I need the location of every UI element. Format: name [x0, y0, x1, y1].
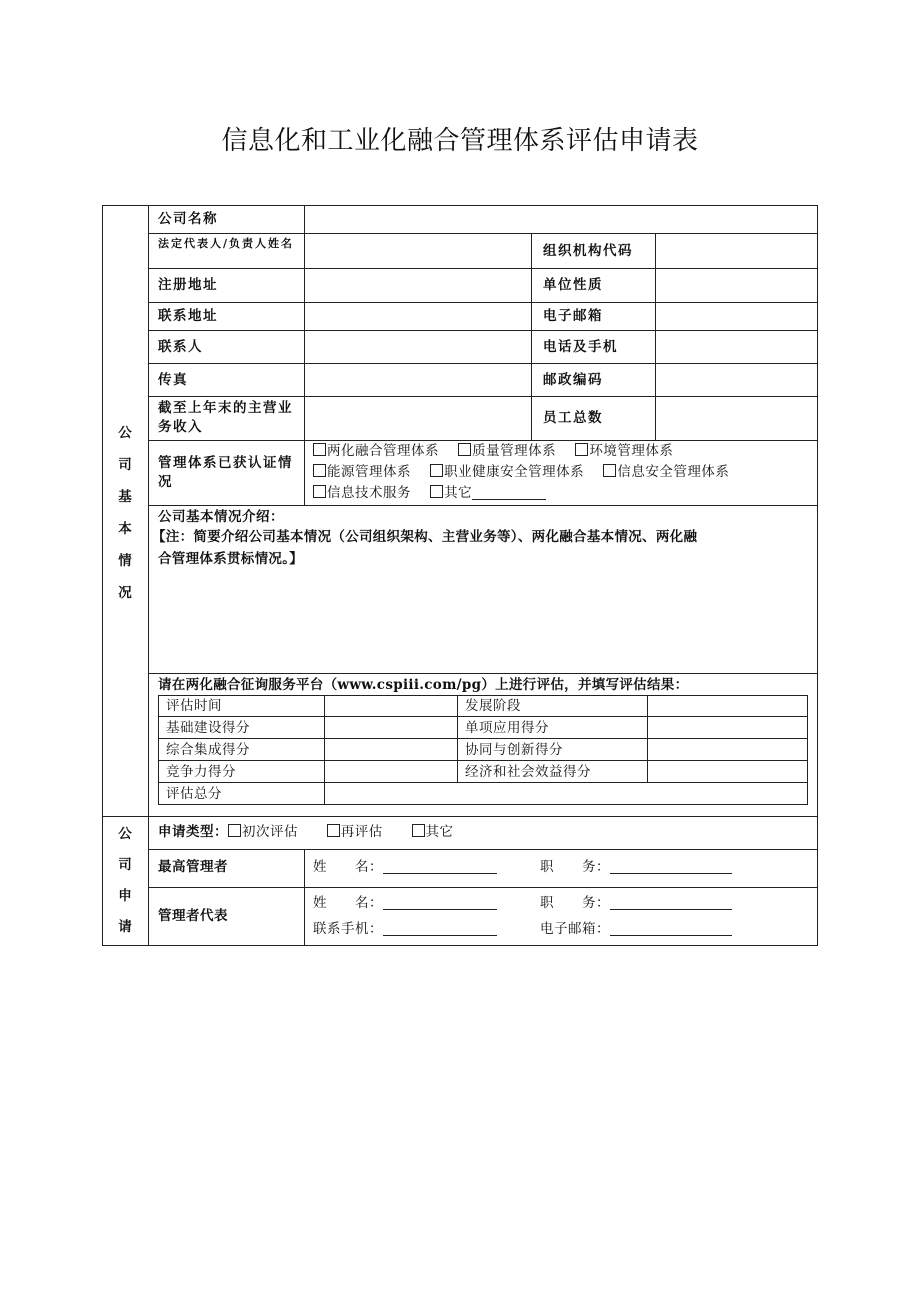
checkbox[interactable]	[412, 824, 425, 837]
apply-type-option-label: 再评估	[340, 824, 383, 840]
eval-total-label: 评估总分	[166, 786, 222, 802]
side-char: 基	[118, 489, 132, 505]
mgmt-rep-name	[313, 894, 497, 913]
name-label: 姓 名：	[313, 895, 383, 911]
cert-option-label: 质量管理体系	[472, 443, 557, 459]
label-contact-address: 联系地址	[158, 308, 218, 324]
checkbox[interactable]	[575, 443, 588, 456]
label-top-manager: 最高管理者	[158, 859, 228, 875]
label-certs: 管理体系已获认证情况	[158, 455, 293, 490]
mgmt-rep-email-input[interactable]	[610, 921, 732, 936]
cert-option-label: 信息安全管理体系	[617, 464, 730, 480]
intro-note-line1: 【注：简要介绍公司基本情况（公司组织架构、主营业务等）、两化融合基本情况、两化融	[152, 529, 698, 545]
label-postcode: 邮政编码	[543, 372, 603, 388]
page-title: 信息化和工业化融合管理体系评估申请表	[221, 126, 699, 156]
side-char: 请	[118, 919, 132, 935]
apply-type-option-label: 初次评估	[242, 824, 298, 840]
mgmt-rep-email	[540, 920, 732, 939]
employees-input[interactable]	[656, 397, 817, 440]
integration-score-input[interactable]	[325, 739, 457, 760]
intro-label: 公司基本情况介绍：	[158, 509, 284, 525]
label-org-code: 组织机构代码	[543, 243, 633, 259]
label-unit-nature: 单位性质	[543, 277, 603, 293]
label-reg-address: 注册地址	[158, 277, 218, 293]
side-char: 公	[118, 826, 132, 842]
cert-option-label: 职业健康安全管理体系	[444, 464, 585, 480]
checkbox[interactable]	[313, 464, 326, 477]
cert-row-3	[313, 484, 546, 503]
cert-option-label: 其它	[444, 485, 473, 501]
divider	[531, 233, 532, 440]
eval-label: 单项应用得分	[465, 720, 549, 736]
apply-type-option[interactable]	[412, 824, 454, 840]
label-email: 电子邮箱	[543, 308, 603, 324]
checkbox[interactable]	[313, 443, 326, 456]
label-mgmt-rep: 管理者代表	[158, 908, 228, 924]
unit-nature-input[interactable]	[656, 269, 817, 302]
mgmt-rep-mobile-input[interactable]	[383, 921, 497, 936]
divider	[148, 849, 818, 850]
cert-option[interactable]	[458, 443, 556, 459]
divider	[148, 673, 818, 674]
revenue-input[interactable]	[305, 397, 531, 440]
label-contact-person: 联系人	[158, 339, 203, 355]
side-char: 情	[118, 553, 132, 569]
cert-option[interactable]	[313, 443, 439, 459]
competitiveness-score-input[interactable]	[325, 761, 457, 782]
section-label-company-apply	[102, 819, 148, 943]
phone-input[interactable]	[656, 331, 817, 363]
top-manager-position-input[interactable]	[610, 859, 732, 874]
checkbox[interactable]	[313, 485, 326, 498]
total-score-input[interactable]	[325, 783, 808, 805]
divider	[457, 695, 458, 782]
eval-label: 协同与创新得分	[465, 742, 563, 758]
intro-note-line2: 合管理体系贯标情况。】	[158, 551, 304, 567]
apply-type-option[interactable]	[228, 824, 298, 840]
intro-textarea[interactable]	[150, 572, 816, 672]
cert-option[interactable]	[313, 485, 411, 501]
mgmt-rep-position-input[interactable]	[610, 895, 732, 910]
cert-option-label: 两化融合管理体系	[327, 443, 439, 459]
side-char: 本	[118, 521, 132, 537]
mobile-label: 联系手机：	[313, 921, 383, 937]
divider	[102, 816, 818, 817]
contact-person-input[interactable]	[305, 331, 531, 363]
cert-option-label: 信息技术服务	[327, 485, 411, 501]
cert-option[interactable]	[575, 443, 673, 459]
side-char: 申	[118, 888, 132, 904]
single-app-score-input[interactable]	[648, 717, 808, 738]
eval-label: 评估时间	[166, 698, 222, 714]
postcode-input[interactable]	[656, 364, 817, 396]
eval-instruction: 请在两化融合征询服务平台（www.cspiii.com/pg）上进行评估，并填写评估结果：	[158, 677, 689, 693]
email-input[interactable]	[656, 303, 817, 330]
infra-score-input[interactable]	[325, 717, 457, 738]
org-code-input[interactable]	[656, 234, 817, 268]
apply-type-row	[158, 823, 454, 842]
benefit-score-input[interactable]	[648, 761, 808, 782]
dev-stage-input[interactable]	[648, 696, 808, 716]
mgmt-rep-name-input[interactable]	[383, 895, 497, 910]
cert-row-1	[313, 442, 673, 461]
divider	[148, 205, 149, 946]
position-label: 职 务：	[540, 859, 610, 875]
position-label: 职 务：	[540, 895, 610, 911]
cert-row-2	[313, 463, 729, 482]
divider	[148, 440, 818, 441]
cert-option-other[interactable]	[430, 485, 546, 501]
label-phone: 电话及手机	[543, 339, 618, 355]
divider	[304, 849, 305, 946]
cert-option[interactable]	[430, 464, 584, 480]
apply-type-option[interactable]	[327, 824, 383, 840]
divider	[148, 505, 818, 506]
checkbox[interactable]	[430, 485, 443, 498]
apply-type-option-label: 其它	[425, 824, 454, 840]
eval-label: 基础建设得分	[166, 720, 250, 736]
name-label: 姓 名：	[313, 859, 383, 875]
top-manager-position	[540, 858, 732, 877]
label-employees: 员工总数	[543, 410, 603, 426]
label-fax: 传真	[158, 372, 188, 388]
mgmt-rep-mobile	[313, 920, 497, 939]
eval-label: 经济和社会效益得分	[465, 764, 591, 780]
contact-address-input[interactable]	[305, 303, 531, 330]
fax-input[interactable]	[305, 364, 531, 396]
other-cert-input[interactable]	[472, 485, 546, 500]
company-name-input[interactable]	[305, 206, 817, 233]
checkbox[interactable]	[430, 464, 443, 477]
eval-label: 综合集成得分	[166, 742, 250, 758]
innovation-score-input[interactable]	[648, 739, 808, 760]
email-label: 电子邮箱：	[540, 921, 610, 937]
eval-label: 发展阶段	[465, 698, 521, 714]
cert-option[interactable]	[313, 464, 411, 480]
checkbox[interactable]	[228, 824, 241, 837]
checkbox[interactable]	[327, 824, 340, 837]
eval-label: 竞争力得分	[166, 764, 236, 780]
top-manager-name	[313, 858, 497, 877]
reg-address-input[interactable]	[305, 269, 531, 302]
label-legal-rep: 法定代表人/负责人姓名	[158, 237, 295, 250]
apply-type-label: 申请类型：	[158, 824, 228, 840]
checkbox[interactable]	[603, 464, 616, 477]
checkbox[interactable]	[458, 443, 471, 456]
legal-rep-input[interactable]	[305, 234, 531, 268]
side-char: 司	[118, 857, 132, 873]
label-revenue: 截至上年末的主营业务收入	[158, 400, 293, 435]
side-char: 司	[118, 457, 132, 473]
label-company-name: 公司名称	[158, 211, 218, 227]
divider	[148, 887, 818, 888]
mgmt-rep-position	[540, 894, 732, 913]
section-label-company-info	[102, 417, 148, 609]
cert-option-label: 环境管理体系	[589, 443, 674, 459]
side-char: 公	[118, 425, 132, 441]
eval-time-input[interactable]	[325, 696, 457, 716]
top-manager-name-input[interactable]	[383, 859, 497, 874]
cert-option-label: 能源管理体系	[327, 464, 411, 480]
cert-option[interactable]	[603, 464, 729, 480]
side-char: 况	[118, 585, 132, 601]
